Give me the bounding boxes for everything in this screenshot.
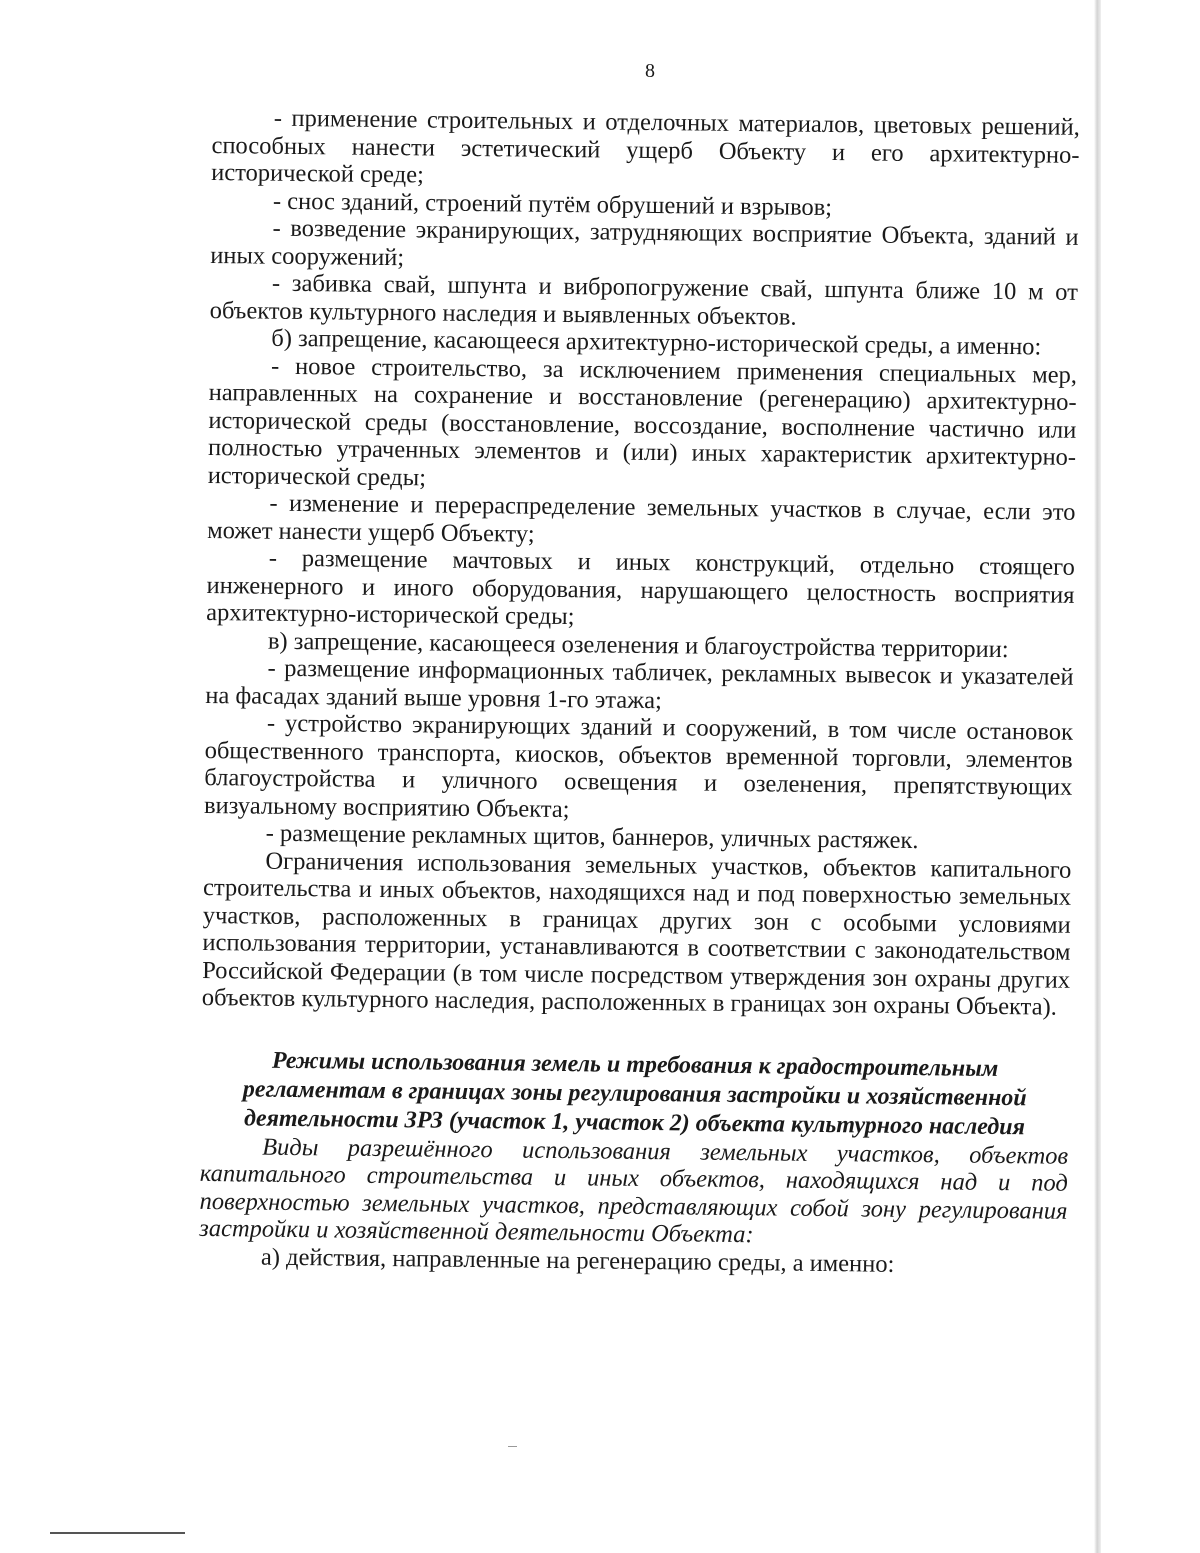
paragraph-new-construction: - новое строительство, за исключением применения специальных мер, направленных на сохранение и восстановление (регенерацию) архитектурно-исторической среды (восстановление, воссоздание, восполнение частично или полностью утраченных элементов и (или) иных характеристик архитектурно-исторической среды;	[207, 352, 1078, 491]
paragraph-demolition: - снос зданий, строений путём обрушений и взрывов;	[272, 187, 833, 221]
paragraph-land-redistribution: - изменение и перераспределение земельных участков в случае, если это может нанести ущерб Объекту;	[207, 489, 1076, 548]
paragraph-materials: - применение строительных и отделочных материалов, цветовых решений, способных нанести эстетический ущерб Объекту и его архитектурно-исторической среде;	[211, 104, 1080, 189]
document-body	[199, 104, 1080, 1280]
section-heading: Режимы использования земель и требования к градостроительным регламентам в границах зоны регулирования застройки и хозяйственной деятельности ЗРЗ (участок 1, участок 2) объекта культурного наследия	[242, 1047, 1027, 1140]
footnote-rule	[50, 1532, 185, 1534]
paragraph-prohibition-v: в) запрещение, касающееся озеленения и благоустройства территории:	[267, 627, 1009, 663]
paragraph-screening-buildings: - возведение экранирующих, затрудняющих восприятие Объекта, зданий и иных сооружений;	[210, 214, 1079, 271]
paragraph-pile-driving: - забивка свай, шпунта и вибропогружение свай, шпунта ближе 10 м от объектов культурного наследия и выявленных объектов.	[209, 269, 1079, 331]
paragraph-regeneration: а) действия, направленные на регенерацию среды, а именно:	[260, 1243, 895, 1278]
scan-page-edge	[1094, 0, 1101, 1553]
scan-mark	[508, 1446, 517, 1447]
paragraph-restrictions: Ограничения использования земельных участков, объектов капитального строительства и иных объектов, находящихся над и под поверхностью земельных участков, расположенных в границах других зон с особыми условиями использования территории, устанавливаются в соответствии с законодательством Российской Федерации (в том числе посредством утверждения зон охраны других объектов культурного наследия, расположенных в границах зон охраны Объекта).	[201, 847, 1072, 1021]
paragraph-screening-structures: - устройство экранирующих зданий и сооружений, в том числе остановок общественного транспорта, киосков, объектов временной торговли, элементов благоустройства и уличного освещения и озеленения, препятствующих визуальному восприятию Объекта;	[203, 709, 1074, 823]
paragraph-permitted-uses: Виды разрешённого использования земельных участков, объектов капитального строительства и иных объектов, находящихся над и под поверхностью земельных участков, представляющих собой зону регулирования застройки и хозяйственной деятельности Объекта:	[199, 1133, 1069, 1249]
paragraph-signage: - размещение информационных табличек, рекламных вывесок и указателей на фасадах зданий выше уровня 1-го этажа;	[205, 654, 1074, 714]
paragraph-billboards: - размещение рекламных щитов, баннеров, уличных растяжек.	[265, 819, 919, 855]
page-number: 8	[645, 60, 655, 82]
paragraph-mast-structures: - размещение мачтовых и иных конструкций, отдельно стоящего инженерного и иного оборудования, нарушающего целостность восприятия архитектурно-исторической среды;	[206, 544, 1075, 631]
paragraph-prohibition-b: б) запрещение, касающееся архитектурно-исторической среды, а именно:	[271, 324, 1042, 361]
